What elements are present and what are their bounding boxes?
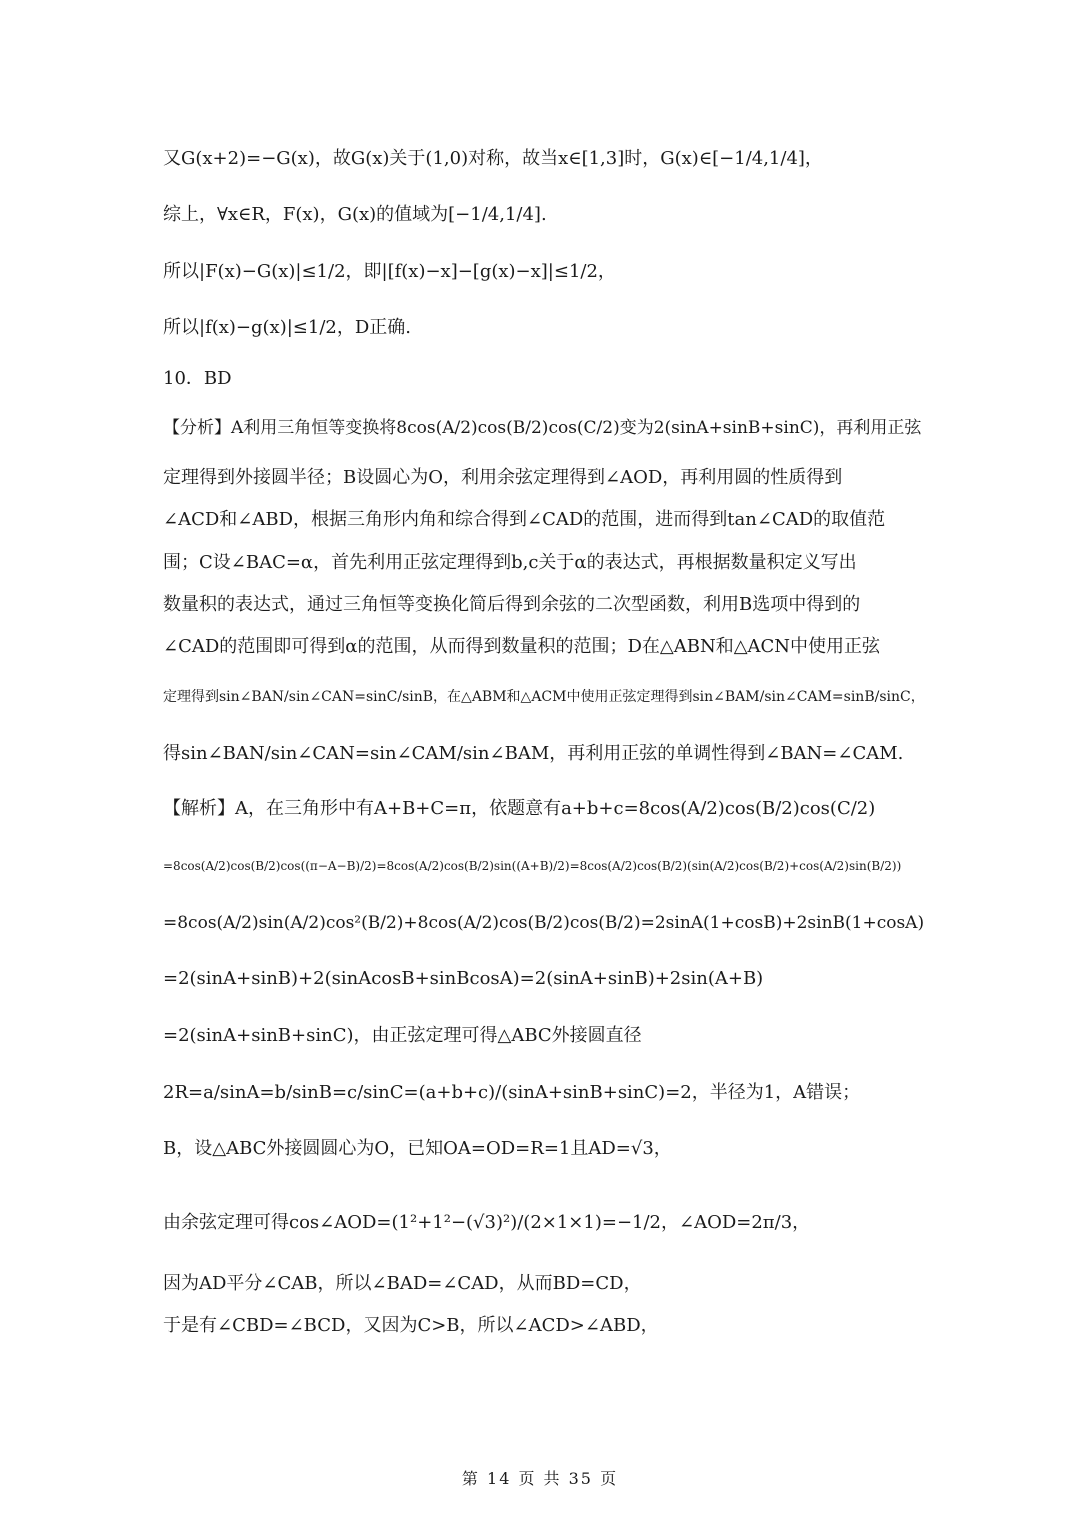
analysis-line: 围；C设∠BAC=α，首先利用正弦定理得到b,c关于α的表达式，再根据数量积定义写出 [163,552,857,573]
solution-line: 因为AD平分∠CAB，所以∠BAD=∠CAD，从而BD=CD， [163,1273,642,1294]
solution-line: B，设△ABC外接圆圆心为O，已知OA=OD=R=1且AD=√3， [163,1138,672,1159]
solution-line: =2(sinA+sinB+sinC)，由正弦定理可得△ABC外接圆直径 [163,1025,642,1046]
text-line: 所以|f(x)−g(x)|≤1/2，D正确. [163,317,411,338]
analysis-line: 定理得到外接圆半径；B设圆心为O，利用余弦定理得到∠AOD，再利用圆的性质得到 [163,467,843,488]
solution-line: =8cos(A/2)cos(B/2)cos((π−A−B)/2)=8cos(A/2)cos(B/2)sin((A+B)/2)=8cos(A/2)cos(B/2)(sin(A/2)cos(B/2)+cos(A/2)sin(B/2)) [163,859,902,873]
solution-line: 于是有∠CBD=∠BCD，又因为C>B，所以∠ACD>∠ABD， [163,1315,659,1336]
text-line: 又G(x+2)=−G(x)，故G(x)关于(1,0)对称，故当x∈[1,3]时，G(x)∈[−1/4,1/4]， [163,148,823,169]
analysis-line: 数量积的表达式，通过三角恒等变换化简后得到余弦的二次型函数，利用B选项中得到的 [163,594,861,615]
solution-line: 【解析】A，在三角形中有A+B+C=π，依题意有a+b+c=8cos(A/2)cos(B/2)cos(C/2) [163,798,876,819]
question-number: 10．BD [163,368,232,389]
solution-line: =8cos(A/2)sin(A/2)cos²(B/2)+8cos(A/2)cos(B/2)cos(B/2)=2sinA(1+cosB)+2sinB(1+cosA) [163,913,925,933]
analysis-line: 定理得到sin∠BAN/sin∠CAN=sinC/sinB，在△ABM和△ACM中使用正弦定理得到sin∠BAM/sin∠CAM=sinB/sinC， [163,689,925,705]
analysis-line: ∠ACD和∠ABD，根据三角形内角和综合得到∠CAD的范围，进而得到tan∠CAD的取值范 [163,509,886,530]
solution-line: 2R=a/sinA=b/sinB=c/sinC=(a+b+c)/(sinA+sinB+sinC)=2，半径为1，A错误； [163,1082,861,1103]
page-number: 第 14 页 共 35 页 [461,1469,619,1488]
analysis-line: 得sin∠BAN/sin∠CAN=sin∠CAM/sin∠BAM，再利用正弦的单调性得到∠BAN=∠CAM. [163,743,904,764]
analysis-line: 【分析】A利用三角恒等变换将8cos(A/2)cos(B/2)cos(C/2)变为2(sinA+sinB+sinC)，再利用正弦 [163,418,922,438]
text-line: 所以|F(x)−G(x)|≤1/2，即|[f(x)−x]−[g(x)−x]|≤1/2， [163,261,616,282]
solution-line: 由余弦定理可得cos∠AOD=(1²+1²−(√3)²)/(2×1×1)=−1/2，∠AOD=2π/3， [163,1212,811,1233]
analysis-line: ∠CAD的范围即可得到α的范围，从而得到数量积的范围；D在△ABN和△ACN中使用正弦 [163,636,881,657]
solution-line: =2(sinA+sinB)+2(sinAcosB+sinBcosA)=2(sinA+sinB)+2sin(A+B) [163,968,764,989]
text-line: 综上，∀x∈R，F(x)，G(x)的值域为[−1/4,1/4]. [163,204,547,225]
